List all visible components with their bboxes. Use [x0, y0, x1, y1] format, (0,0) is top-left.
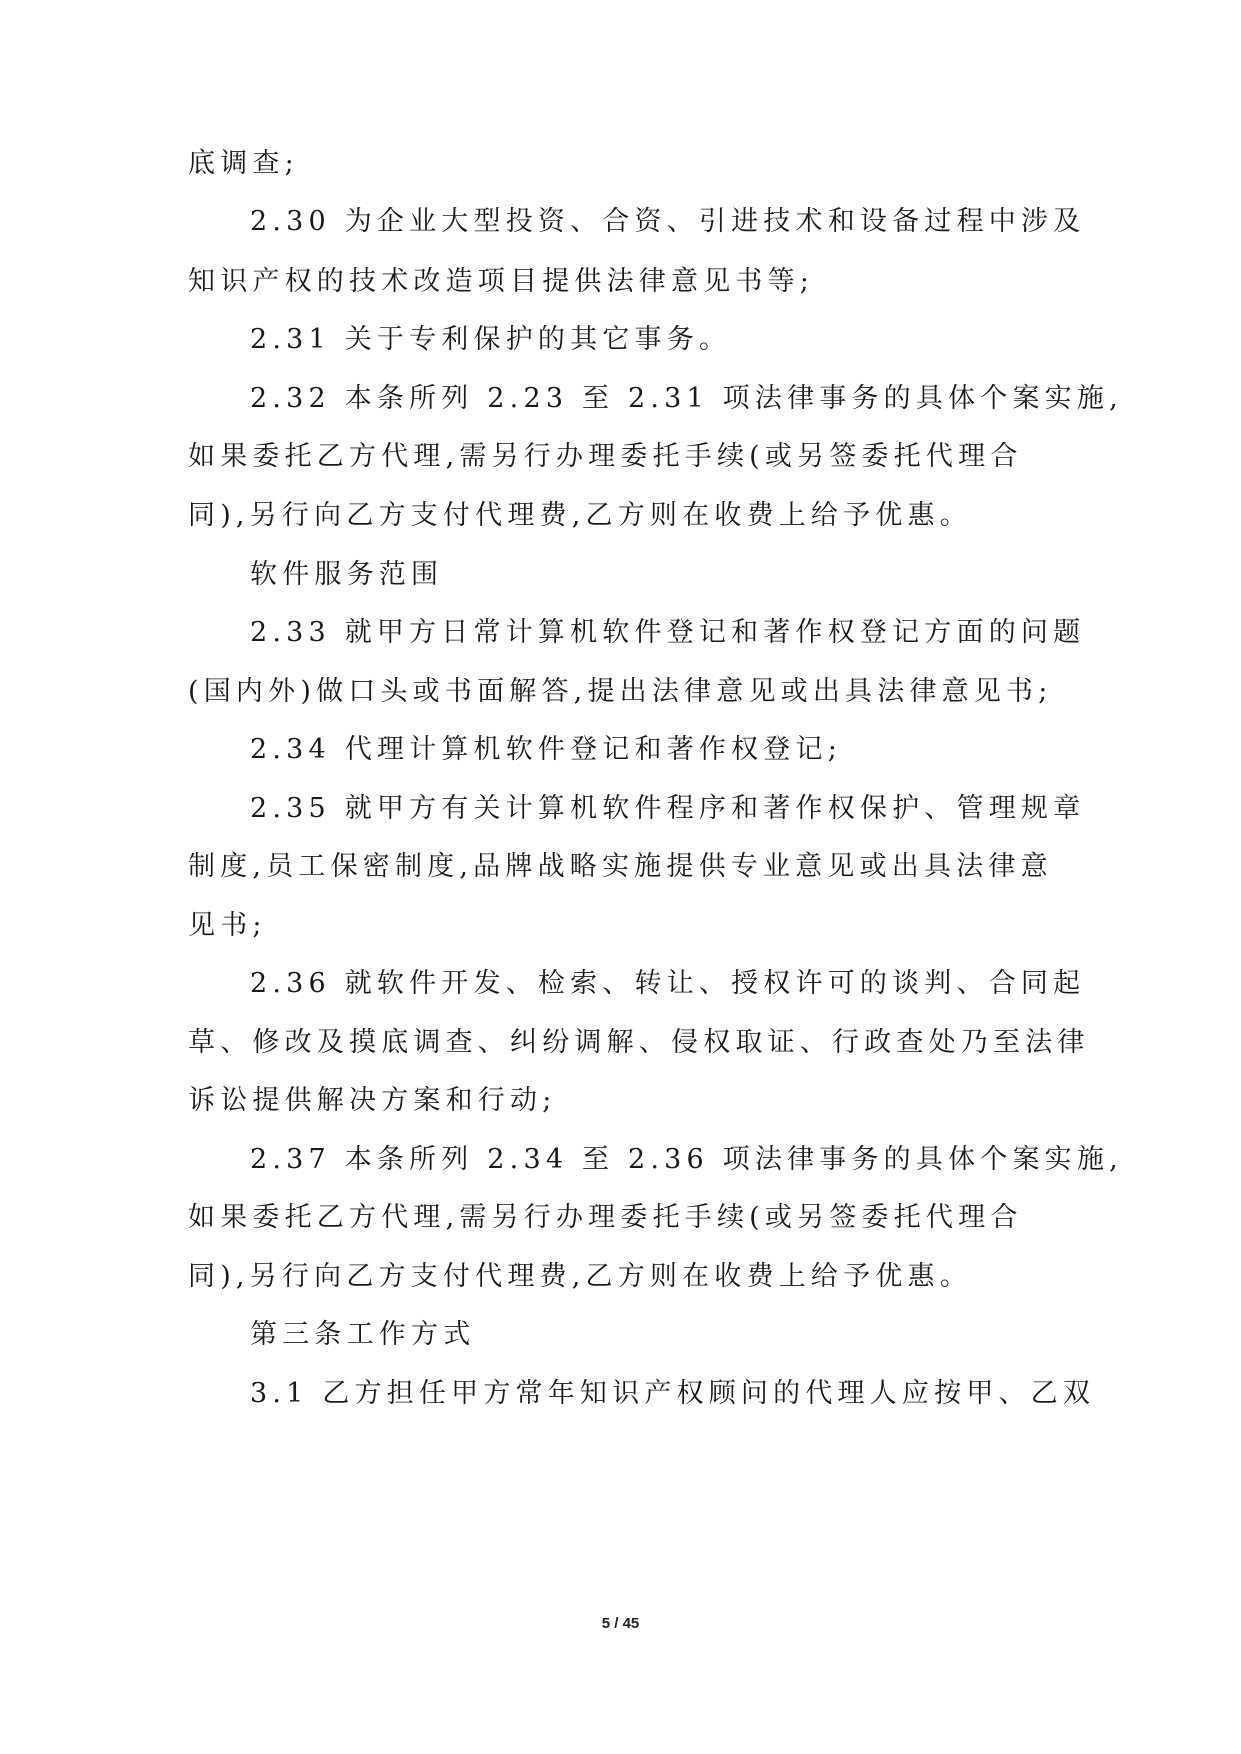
text-line: 底调查; [188, 148, 299, 179]
text-line: 3.1 乙方担任甲方常年知识产权顾问的代理人应按甲、乙双 [250, 1378, 1096, 1409]
text-line: 2.30 为企业大型投资、合资、引进技术和设备过程中涉及 [250, 206, 1086, 237]
text-line: (国内外)做口头或书面解答,提出法律意见或出具法律意见书; [188, 676, 1053, 707]
text-line: 2.31 关于专利保护的其它事务。 [250, 324, 732, 355]
text-line: 同),另行向乙方支付代理费,乙方则在收费上给予优惠。 [188, 500, 972, 531]
text-line: 诉讼提供解决方案和行动; [188, 1085, 557, 1116]
text-line: 如果委托乙方代理,需另行办理委托手续(或另签委托代理合 [188, 1202, 1023, 1233]
text-line: 2.37 本条所列 2.34 至 2.36 项法律事务的具体个案实施, [250, 1144, 1123, 1175]
text-line: 同),另行向乙方支付代理费,乙方则在收费上给予优惠。 [188, 1261, 972, 1292]
section-heading: 第三条工作方式 [250, 1319, 476, 1350]
text-line: 如果委托乙方代理,需另行办理委托手续(或另签委托代理合 [188, 441, 1023, 472]
text-line: 2.32 本条所列 2.23 至 2.31 项法律事务的具体个案实施, [250, 383, 1123, 414]
text-line: 见书; [188, 910, 267, 941]
text-line: 草、修改及摸底调查、纠纷调解、侵权取证、行政查处乃至法律 [188, 1027, 1090, 1058]
section-heading: 软件服务范围 [250, 559, 444, 590]
text-line: 2.33 就甲方日常计算机软件登记和著作权登记方面的问题 [250, 617, 1086, 648]
text-line: 知识产权的技术改造项目提供法律意见书等; [188, 266, 815, 297]
text-line: 制度,员工保密制度,品牌战略实施提供专业意见或出具法律意 [188, 851, 1053, 882]
text-line: 2.35 就甲方有关计算机软件程序和著作权保护、管理规章 [250, 793, 1086, 824]
text-line: 2.34 代理计算机软件登记和著作权登记; [250, 734, 842, 765]
text-line: 2.36 就软件开发、检索、转让、授权许可的谈判、合同起 [250, 968, 1086, 999]
page-number: 5 / 45 [601, 1615, 640, 1632]
